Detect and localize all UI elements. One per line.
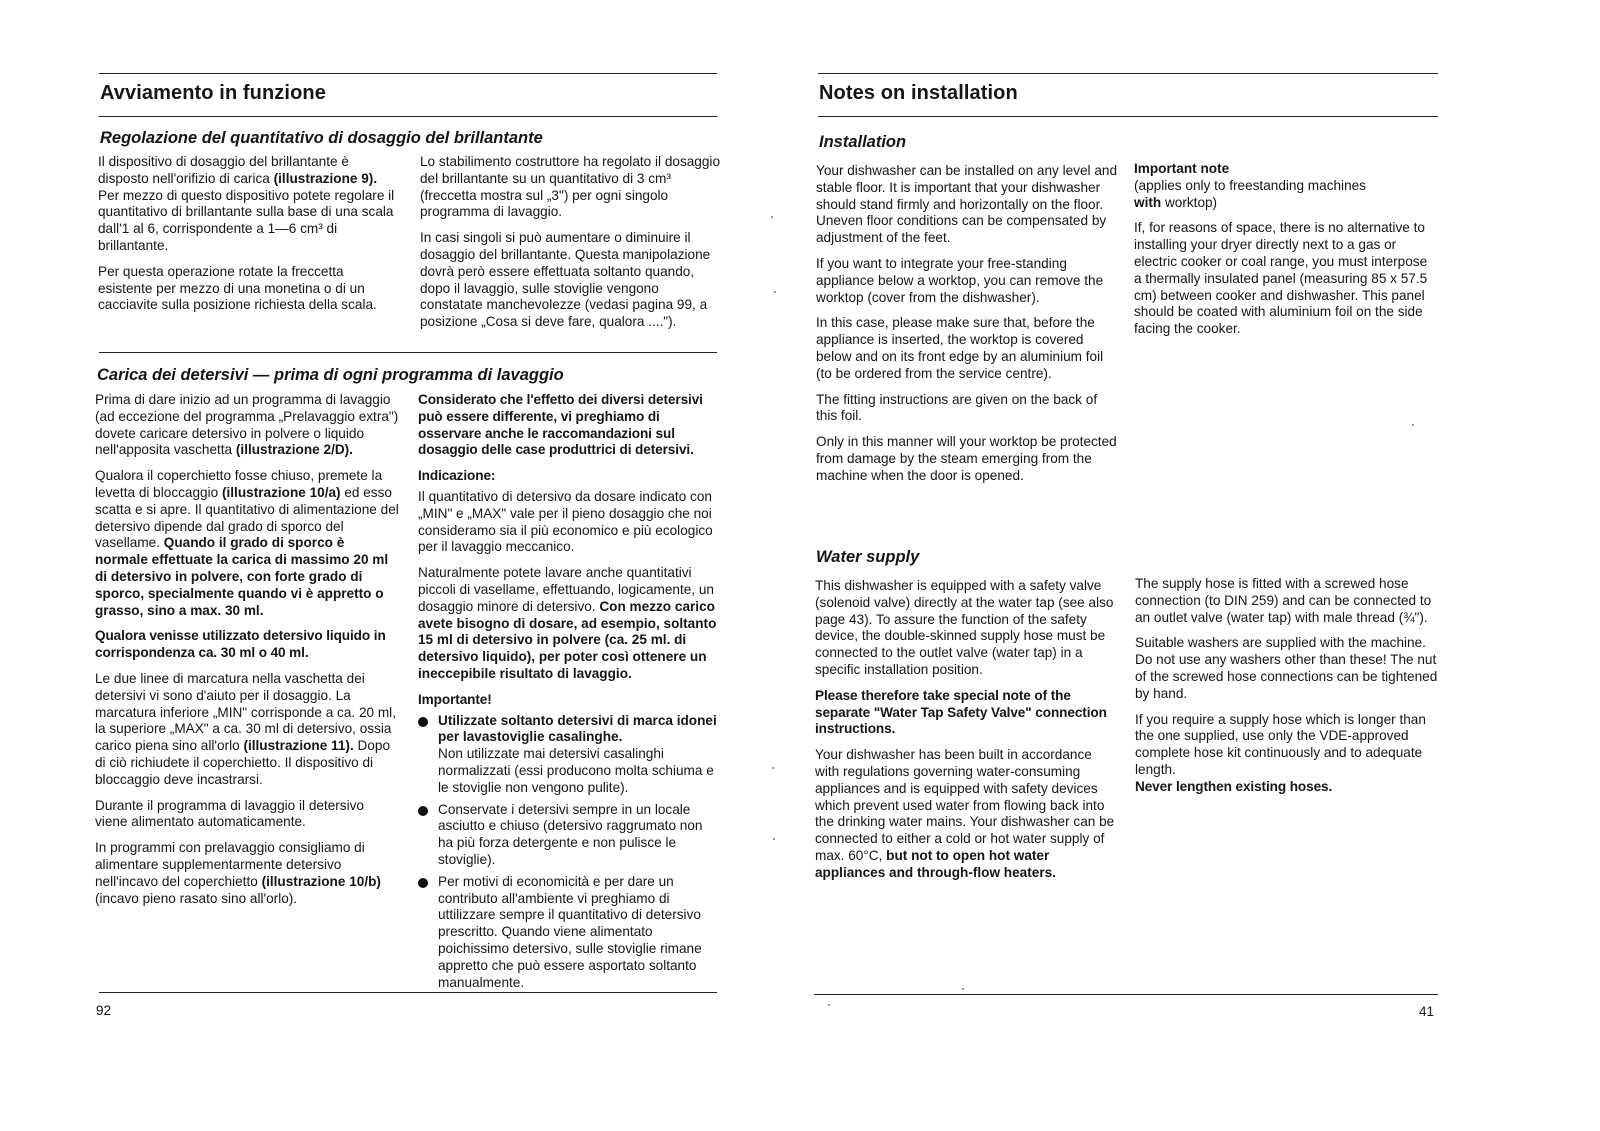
brillantante-col-1 <box>98 154 398 323</box>
detersivi-col-1 <box>95 392 400 916</box>
scan-speck <box>771 216 773 218</box>
list-item <box>418 874 720 992</box>
list-item <box>418 713 720 797</box>
section-heading-water-supply: Water supply <box>816 548 920 566</box>
left-title-top-rule <box>99 73 717 74</box>
scan-speck <box>772 767 774 769</box>
text: (applies only to freestanding machines <box>1134 177 1366 193</box>
brillantante-col-2 <box>420 154 720 340</box>
paragraph <box>95 840 400 907</box>
bullet-list <box>418 713 720 992</box>
text: Le due linee di marcatura nella vaschetta dei detersivi vi sono d'aiuto per il dosaggio. La marcatura inferiore „MIN" corrisponde a ca. 20 ml, la superiore „MAX" a ca. 30 ml di detersivo, ossia carico piena sino all'orlo <box>95 670 396 754</box>
illustration-ref: (illustrazione 10/a) <box>221 484 341 500</box>
paragraph: Never lengthen existing hoses. <box>1135 778 1333 794</box>
section-heading-brillantante: Regolazione del quantitativo di dosaggio del brillantante <box>100 129 543 147</box>
text: Dopo di ciò richiudete il coperchietto. Il dispositivo di bloccaggio deve incastrarsi. <box>95 738 391 787</box>
left-page-title: Avviamento in funzione <box>100 82 326 104</box>
text: worktop) <box>1161 194 1218 210</box>
paragraph: If you want to integrate your free-standing appliance below a worktop, you can remove the worktop (cover from the dishwasher). <box>816 255 1104 305</box>
scan-speck <box>828 1004 830 1006</box>
bold-text: Quando il grado di sporco è normale effettuate la carica di massimo 20 ml di detersivo in polvere, con forte grado di sporco, specialmente quando vi è appretto o grasso, sino a max. 30 ml. <box>95 535 389 618</box>
right-title-top-rule <box>818 73 1438 74</box>
right-page-title: Notes on installation <box>819 82 1018 104</box>
paragraph: In casi singoli si può aumentare o diminuire il dosaggio del brillantante. Questa manipolazione dovrà però essere effettuata soltanto quando, dopo il lavaggio, sulle stoviglie vengono constatate manchevolezze (vedasi pagina 99, a posizione „Cosa si deve fare, qualora ...."). <box>420 230 711 330</box>
bullet-icon <box>418 878 428 888</box>
page-number: 41 <box>1419 1004 1435 1019</box>
text: Prima di dare inizio ad un programma di lavaggio (ad eccezione del programma „Prelavaggio extra") dovete caricare detersivo in polvere o liquido nell'apposita vaschetta <box>95 392 399 458</box>
text: Il dispositivo di dosaggio del brillantante è disposto nell'orifizio di carica <box>98 154 349 186</box>
paragraph: In this case, please make sure that, before the appliance is inserted, the worktop is covered below and on its front edge by an aluminium foil (to be ordered from the service centre). <box>816 315 1104 381</box>
paragraph <box>98 154 398 255</box>
indicazione-label: Indicazione: <box>418 468 496 484</box>
paragraph: Please therefore take special note of the separate "Water Tap Safety Valve" connection instructions. <box>815 687 1107 737</box>
bold-text: Con mezzo carico avete bisogno di dosare, ad esempio, soltanto 15 ml di detersivo in polvere (ca. 25 ml. di detersivo liquido), per poter così ottenere un ineccepibile risultato di lavaggio. <box>418 598 717 681</box>
paragraph <box>418 565 720 683</box>
paragraph: Qualora venisse utilizzato detersivo liquido in corrispondenza ca. 30 ml o 40 ml. <box>95 628 386 661</box>
text: Naturalmente potete lavare anche quantitativi piccoli di vasellame, effettuando, logicamente, un dosaggio minore di detersivo. <box>418 565 714 614</box>
paragraph <box>95 468 400 619</box>
important-note-label: Important note <box>1134 161 1230 176</box>
text: (incavo pieno rasato sino all'orlo). <box>95 890 298 906</box>
importante-label: Importante! <box>418 691 492 707</box>
text: Per motivi di economicità e per dare un contributo all'ambiente vi preghiamo di uttilizzare sempre il quantitativo di detersivo prescritto. Quando viene alimentato poichissimo detersivo, sulle stoviglie rimane appretto che può essere asportato soltanto manualmente. <box>438 873 702 990</box>
paragraph <box>1134 161 1438 211</box>
illustration-ref: (illustrazione 9). <box>273 170 378 186</box>
water-supply-col-1 <box>815 578 1117 891</box>
page-number: 92 <box>96 1003 112 1018</box>
paragraph: The supply hose is fitted with a screwed hose connection (to DIN 259) and can be connected to an outlet valve (water tap) with male thread (¾"). <box>1135 576 1432 625</box>
installation-col-2 <box>1134 161 1438 347</box>
paragraph: Suitable washers are supplied with the machine. Do not use any washers other than these! The nut of the screwed hose connections can be tightened by hand. <box>1135 635 1438 701</box>
text: Per mezzo di questo dispositivo potete regolare il quantitativo di brillantante sulla base di una scala dall'1 al 6, corrispondente a 1—6 cm³ di brillantante. <box>98 187 395 253</box>
paragraph <box>95 671 400 789</box>
paragraph: Considerato che l'effetto dei diversi detersivi può essere differente, vi preghiamo di osservare anche le raccomandazioni sul dosaggio delle case produttrici di detersivi. <box>418 392 703 458</box>
paragraph: Il quantitativo di detersivo da dosare indicato con „MIN" e „MAX" vale per il pieno dosaggio che noi consideramo sia il più economico e più ecologico per il lavaggio meccanico. <box>418 488 713 555</box>
left-title-bottom-rule <box>99 116 717 117</box>
paragraph: This dishwasher is equipped with a safety valve (solenoid valve) directly at the water tap (see also page 43). To assure the function of the safety device, the double-skinned supply hose must be connected to the outlet valve (water tap) in a specific installation position. <box>815 578 1114 677</box>
footer-rule <box>99 992 717 993</box>
section-heading-installation: Installation <box>819 133 907 151</box>
bold-text: but not to open hot water appliances and through-flow heaters. <box>815 847 1056 880</box>
paragraph: Only in this manner will your worktop be protected from damage by the steam emerging from the machine when the door is opened. <box>816 434 1117 483</box>
text: Your dishwasher has been built in accordance with regulations governing water-consuming appliances and is equipped with safety devices which prevent used water from flowing back into the drinking water mains. Your dishwasher can be connected to either a cold or hot water supply of max. 60°C, <box>815 747 1115 863</box>
illustration-ref: (illustrazione 11). <box>243 738 354 754</box>
footer-rule <box>814 994 1438 995</box>
installation-col-1 <box>816 163 1118 494</box>
section-divider <box>99 352 717 353</box>
list-item <box>418 802 720 869</box>
text: Qualora il coperchietto fosse chiuso, premete la levetta di bloccaggio <box>95 468 383 500</box>
scan-speck <box>1412 424 1414 426</box>
paragraph: If you require a supply hose which is longer than the one supplied, use only the VDE-approved complete hose kit continuously and to adequate length. <box>1135 711 1426 777</box>
bold-text: Utilizzate soltanto detersivi di marca idonei per lavastoviglie casalinghe. <box>438 712 717 745</box>
paragraph: If, for reasons of space, there is no alternative to installing your dryer directly next to a gas or electric cooker or coal range, you must interpose a thermally insulated panel (measuring 85 x 57.5 cm) between cooker and dishwasher. This panel should be coated with aluminium foil on the side facing the cooker. <box>1134 220 1428 337</box>
text: Non utilizzate mai detersivi casalinghi normalizzati (essi producono molta schiuma e le stoviglie non vengono pulite). <box>438 746 714 795</box>
paragraph: The fitting instructions are given on the back of this foil. <box>816 391 1098 424</box>
bullet-icon <box>418 717 428 727</box>
text: Conservate i detersivi sempre in un locale asciutto e chiuso (detersivo raggrumato non ha più forza detergente e non pulisce le stoviglie). <box>438 801 703 867</box>
paragraph: Per questa operazione rotate la freccetta esistente per mezzo di una monetina o di un cacciavite sulla posizione richiesta della scala. <box>98 263 377 313</box>
section-heading-detersivi: Carica dei detersivi — prima di ogni programma di lavaggio <box>97 366 564 384</box>
right-title-bottom-rule <box>818 116 1438 117</box>
scan-speck <box>774 291 776 293</box>
paragraph <box>95 392 400 459</box>
illustration-ref: (illustrazione 10/b) <box>261 873 381 889</box>
bold-text: with <box>1134 194 1162 210</box>
scan-speck <box>962 988 964 990</box>
illustration-ref: (illustrazione 2/D). <box>235 442 353 458</box>
paragraph: Lo stabilimento costruttore ha regolato il dosaggio del brillantante su un quantitativo di 3 cm³ (freccetta mostra sul „3") per ogni singolo programma di lavaggio. <box>420 154 720 220</box>
scan-speck <box>773 838 775 840</box>
bullet-icon <box>418 806 428 816</box>
text: ed esso scatta e si apre. Il quantitativo di alimentazione del detersivo dipende dal grado di sporco del vasellame. <box>95 484 399 551</box>
text: In programmi con prelavaggio consigliamo di alimentare supplementarmente detersivo nell'incavo del coperchietto <box>95 840 365 889</box>
paragraph: Your dishwasher can be installed on any level and stable floor. It is important that your dishwasher should stand firmly and horizontally on the floor. Uneven floor conditions can be compensated by adjustment of the feet. <box>816 163 1118 246</box>
water-supply-col-2 <box>1135 576 1439 805</box>
paragraph: Durante il programma di lavaggio il detersivo viene alimentato automaticamente. <box>95 797 364 830</box>
paragraph <box>815 747 1117 881</box>
detersivi-col-2 <box>418 392 720 996</box>
